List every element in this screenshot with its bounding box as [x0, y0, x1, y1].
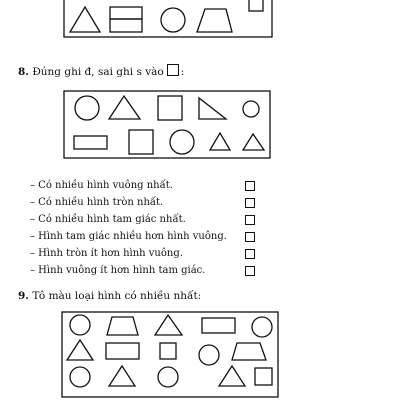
exercise-8-colon: :: [180, 66, 185, 78]
trapezoid-shape: [232, 343, 266, 360]
answer-checkbox-1[interactable]: [245, 181, 255, 191]
rectangle-shape: [110, 7, 142, 19]
exercise-8-instruction: Đúng ghi đ, sai ghi s vào: [32, 66, 164, 78]
circle-shape: [252, 317, 272, 337]
square-shape: [160, 343, 176, 359]
circle-shape: [199, 345, 219, 365]
exercise-8-shape-box: [0, 85, 400, 165]
triangle-shape: [109, 96, 140, 119]
triangle-shape: [70, 7, 100, 32]
answer-checkbox-5[interactable]: [245, 249, 255, 259]
circle-shape: [243, 101, 259, 117]
triangle-shape: [67, 340, 93, 360]
trapezoid-shape: [107, 317, 138, 335]
shape-box-border: [62, 312, 278, 397]
exercise-9-number: 9.: [18, 290, 29, 302]
circle-shape: [161, 8, 185, 32]
circle-shape: [170, 130, 194, 154]
exercise-9-shape-box: [0, 310, 400, 400]
inline-checkbox: [167, 64, 179, 76]
statement-1: – Có nhiều hình vuông nhất.: [30, 180, 173, 191]
answer-checkbox-4[interactable]: [245, 232, 255, 242]
exercise-9-instruction: Tô màu loại hình có nhiều nhất:: [32, 290, 202, 302]
right-triangle-shape: [199, 98, 226, 119]
rectangle-shape: [110, 19, 142, 32]
triangle-shape: [109, 366, 135, 386]
circle-shape: [70, 367, 90, 387]
statement-6: – Hình vuông ít hơn hình tam giác.: [30, 265, 206, 276]
statement-2: – Có nhiều hình tròn nhất.: [30, 197, 164, 208]
trapezoid-shape: [197, 9, 232, 32]
statement-5: – Hình tròn ít hơn hình vuông.: [30, 248, 183, 259]
exercise-9-heading: [18, 290, 201, 302]
square-shape: [158, 96, 182, 120]
previous-exercise-shape-box: [0, 0, 400, 40]
square-shape: [255, 368, 272, 385]
answer-checkbox-3[interactable]: [245, 215, 255, 225]
triangle-shape: [155, 315, 182, 335]
exercise-8-number: 8.: [18, 66, 29, 78]
answer-checkbox-2[interactable]: [245, 198, 255, 208]
statement-4: – Hình tam giác nhiều hơn hình vuông.: [30, 231, 227, 242]
circle-shape: [158, 367, 178, 387]
circle-shape: [75, 96, 99, 120]
rectangle-shape: [74, 136, 107, 149]
triangle-shape: [210, 133, 230, 150]
triangle-shape: [219, 366, 245, 386]
statement-3: – Có nhiều hình tam giác nhất.: [30, 214, 186, 225]
answer-checkbox-6[interactable]: [245, 266, 255, 276]
exercise-8-heading: [18, 64, 184, 78]
shape-box-border: [64, 91, 270, 158]
square-shape: [249, 0, 263, 11]
rectangle-shape: [106, 343, 139, 359]
rectangle-shape: [202, 318, 235, 333]
square-shape: [129, 130, 153, 154]
triangle-shape: [243, 134, 264, 150]
circle-shape: [70, 315, 90, 335]
